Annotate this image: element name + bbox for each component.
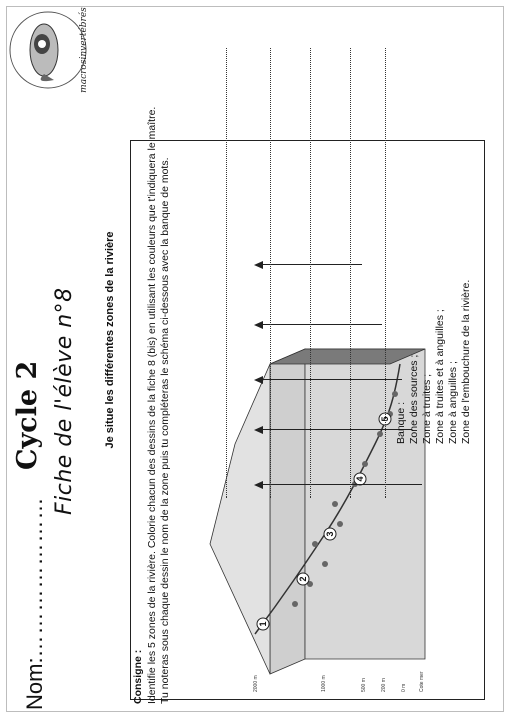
- arrow-head-1: [254, 481, 263, 489]
- zone-5: 5: [380, 416, 390, 422]
- consigne-label: Consigne :: [132, 649, 144, 704]
- altitude-scale: [253, 671, 425, 692]
- word-bank-item: Zone à truites et à anguilles ;: [434, 309, 446, 444]
- arrow-zone-4: [262, 324, 382, 325]
- zone-1: 1: [258, 621, 268, 627]
- section-title: Je situe les différentes zones de la rivière: [104, 231, 116, 449]
- arrow-head-3: [254, 376, 263, 384]
- logo-text: macrosinvertébrés: [79, 7, 89, 93]
- arrow-head-5: [254, 261, 263, 269]
- svg-text:1000 m: 1000 m: [321, 675, 327, 692]
- word-bank-title: Banque :: [395, 401, 407, 444]
- name-label: Nom:: [22, 657, 47, 710]
- svg-text:500 m: 500 m: [361, 678, 367, 692]
- arrow-zone-1: [262, 484, 422, 485]
- word-bank-item: Zone des sources ;: [408, 354, 420, 444]
- word-bank-item: Zone à truites ;: [421, 373, 433, 444]
- svg-text:200 m: 200 m: [381, 678, 387, 692]
- word-bank-item: Zone à anguilles ;: [447, 361, 459, 444]
- terrain-surface: [270, 349, 305, 674]
- zone-4: 4: [355, 476, 365, 482]
- answer-line-5[interactable]: [385, 48, 386, 498]
- arrow-zone-5: [262, 264, 362, 265]
- svg-text:0 m: 0 m: [401, 683, 407, 692]
- fiche-title: Fiche de l'élève n°8: [52, 287, 77, 515]
- cycle-title: Cycle 2: [12, 360, 43, 470]
- name-dots: …………………: [22, 496, 47, 658]
- arrow-zone-2: [262, 429, 412, 430]
- answer-line-4[interactable]: [350, 48, 351, 498]
- answer-line-1[interactable]: [226, 48, 227, 498]
- arrow-head-4: [254, 321, 263, 329]
- word-bank-item: Zone de l'embouchure de la rivière.: [460, 279, 472, 444]
- consigne-text: [146, 84, 172, 704]
- word-bank: [395, 280, 473, 444]
- logo: [4, 2, 94, 98]
- arrow-head-2: [254, 426, 263, 434]
- answer-line-3[interactable]: [310, 48, 311, 498]
- svg-text:Cote mer: Cote mer: [419, 671, 425, 692]
- zone-3: 3: [325, 531, 335, 537]
- consigne-line-2: Tu noteras sous chaque dessin le nom de la zone puis tu compléteras le schéma ci-dessous avec la banque de mots.: [159, 157, 171, 704]
- arrow-zone-3: [262, 379, 402, 380]
- consigne-line-1: Identifie les 5 zones de la rivière. Colorie chacun des dessins de la fiche 8 (bis) en utilisant les couleurs que t'indiquera le maître.: [146, 106, 158, 704]
- svg-text:2000 m: 2000 m: [253, 675, 259, 692]
- zone-2: 2: [298, 576, 308, 582]
- answer-line-2[interactable]: [270, 48, 271, 498]
- name-field[interactable]: [22, 496, 48, 710]
